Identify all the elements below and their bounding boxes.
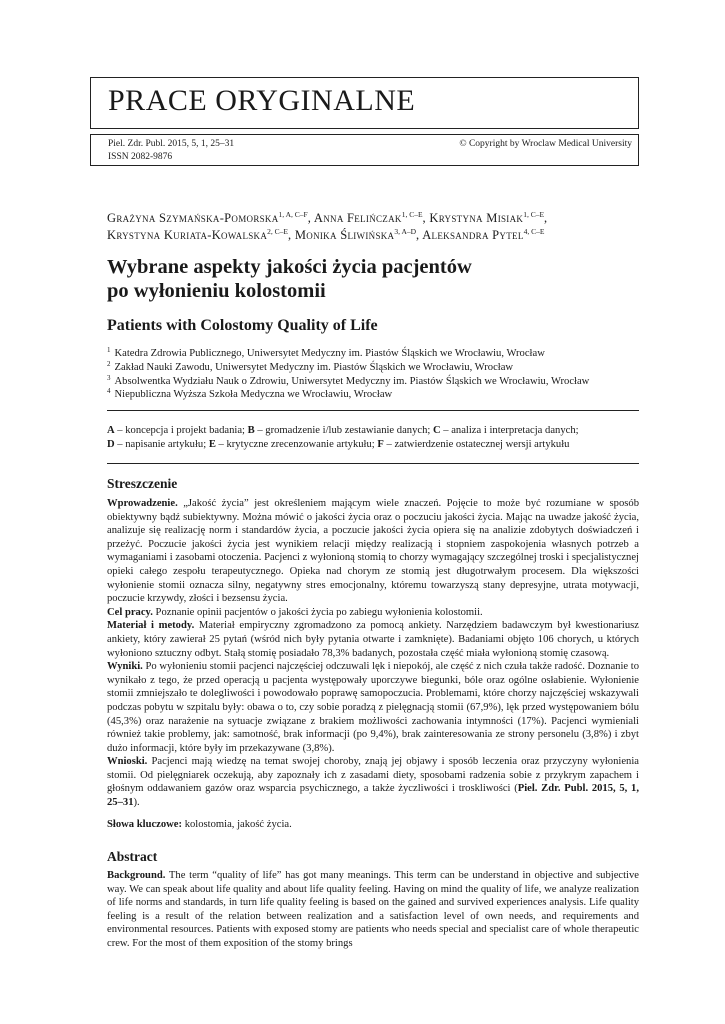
affiliation-item: $^2$ Zakład Nauki Zawodu, Uniwersytet Medyczny im. Piastów Śląskich we Wrocławiu, Wrocław bbox=[107, 359, 514, 373]
section-title: PRACE ORYGINALNE bbox=[108, 84, 416, 117]
paragraph-introduction: Wprowadzenie. „Jakość życia” jest określeniem mającym wiele znaczeń. Pojęcie to może być rozumiane w sposób obiektywny bądź subiektywny. Można mówić o jakości życia oraz o poczuciu jakości życia. Mając na uwadze jakość życia, analizuje się realizację norm i standardów życia, a poczucie jakości życia opiera się na analizie zdobytych doświadczeń i przeżyć. Poczucie jakości życia jest wynikiem relacji między realizacją i stopniem zaspokojenia własnych potrzeb a wymaganiami i zasobami otoczenia. Pacjenci z wyłonioną stomią to chorzy wymagający szczególnej troski i specjalistycznej opieki całego zespołu terapeutycznego. Opieka nad chorym ze stomią jest długotrwałym procesem. Dla większości wyłonienie stomii oznacza silny, negatywny stres emocjonalny, któremu towarzyszą stany depresyjne, utrata motywacji, poczucie krzywdy, złości i bezsensu życia. bbox=[107, 498, 639, 605]
article-title-polish: Wybrane aspekty jakości życia pacjentów po wyłonieniu kolostomii bbox=[107, 256, 472, 302]
paragraph-background: Background. The term “quality of life” has got many meanings. This term can be understand in objective and subjective way. We can speak about life quality and about life quality feeling. Having on mind the quality of life, we analyze realization of life norms and standards, in turn life quality feeling is based on the gained and survived experiences analysis. Life quality feeling is a result of the relation between realization and a satisfaction level of own needs, and requirements and environmental resources. Patients with exposed stomy are patients who needs special and specialist care of whole therapeutic crew. For the most of them exposition of the stomy brings bbox=[107, 870, 639, 949]
author: Grażyna Szymańska-Pomorska$^{1, A, C-F}$, bbox=[107, 210, 312, 225]
divider-bottom bbox=[107, 463, 639, 464]
author: Anna Felińczak$^{1, C-E}$, bbox=[313, 210, 426, 225]
affiliation-item: $^3$ Absolwentka Wydziału Nauk o Zdrowiu, Uniwersytet Medyczny im. Piastów Śląskich we Wrocławiu, Wrocław bbox=[107, 373, 590, 387]
journal-meta-box bbox=[90, 134, 639, 166]
paragraph-methods: Materiał i metody. Materiał empiryczny zgromadzono za pomocą ankiety. Narzędziem badawczym był kwestionariusz ankiety, który zawierał 25 pytań (wśród nich były pytania otwarte i zamknięte). Badaniami objęto 106 chorych, u których wyłoniono sztuczny odbyt. Stałą stomię posiadało 78,3% badanych, pozostała część miała wyłonioną stomię czasową. bbox=[107, 620, 639, 659]
paragraph-conclusions: Wnioski. Pacjenci mają wiedzę na temat swojej choroby, znają jej objawy i sposób leczenia oraz przyczyny wyłonienia stomii. Od pielęgniarek oczekują, aby zapoznały ich z zasadami diety, sposobami radzenia sobie z przykrym zapachem i głośnym oddawaniem gazów oraz wsparcia psychicznego, a także życzliwości i troskliwości (Piel. Zdr. Publ. 2015, 5, 1, 25–31). bbox=[107, 756, 639, 809]
affiliation-item: $^4$ Niepubliczna Wyższa Szkoła Medyczna we Wrocławiu, Wrocław bbox=[107, 387, 393, 401]
divider-top bbox=[107, 410, 639, 411]
author: Krystyna Misiak$^{1, C-E}$, bbox=[429, 210, 548, 225]
author: Monika Śliwińska$^{3, A-D}$, bbox=[294, 227, 420, 242]
abstract-body bbox=[107, 869, 639, 951]
streszczenie-body bbox=[107, 497, 639, 831]
keywords-line: Słowa kluczowe: kolostomia, jakość życia. bbox=[107, 818, 292, 830]
abstract-heading: Abstract bbox=[107, 849, 158, 864]
paragraph-results: Wyniki. Po wyłonieniu stomii pacjenci najczęściej odczuwali lęk i niepokój, ale część z nich czuła także radość. Doznanie to wynikało z tego, że przed operacją u pacjenta występowały uporczywe biegunki, bóle oraz ogólne osłabienie. Wyłonienie stomii zmniejszało te dolegliwości i powodowało poprawę samopoczucia. Problemami, które chorzy najczęściej wskazywali podczas pobytu w szpitalu były: obawa o to, czy sobie poradzą z pielęgnacją stomii (67,9%), lęk przed występowaniem bólu (45,3%) oraz narażenie na sytuacje związane z brakiem możliwości zachowania intymności (17%). Pacjenci wymieniali również takie problemy, jak: samotność, brak informacji (po 9,4%), brak zainteresowania ze strony personelu (3,8%) i zbyt dużo informacji, które były im przekazywane (3,8%). bbox=[107, 661, 639, 754]
section-header-box bbox=[90, 77, 639, 129]
streszczenie-heading: Streszczenie bbox=[107, 476, 178, 491]
author-contributions: A – koncepcja i projekt badania; B – gromadzenie i/lub zestawianie danych; C – analiza i interpretacja danych; D – napisanie artykułu; E – krytyczne zrecenzowanie artykułu; F – zatwierdzenie ostatecznej wersji artykułu bbox=[107, 425, 579, 450]
author: Krystyna Kuriata-Kowalska$^{2, C-E}$, bbox=[107, 227, 292, 242]
author: Aleksandra Pytel$^{4, C-E}$ bbox=[422, 227, 545, 242]
paragraph-aim: Cel pracy. Poznanie opinii pacjentów o jakości życia po zabiegu wyłonienia kolostomii. bbox=[107, 606, 483, 618]
journal-issn: ISSN 2082-9876 bbox=[108, 152, 173, 162]
author-list bbox=[107, 210, 637, 244]
affiliation-list bbox=[107, 347, 647, 402]
copyright-notice: © Copyright by Wroclaw Medical University bbox=[459, 139, 632, 149]
article-title-english: Patients with Colostomy Quality of Life bbox=[107, 317, 378, 334]
affiliation-item: $^1$ Katedra Zdrowia Publicznego, Uniwersytet Medyczny im. Piastów Śląskich we Wrocławiu, Wrocław bbox=[107, 346, 545, 359]
journal-citation: Piel. Zdr. Publ. 2015, 5, 1, 25–31 bbox=[108, 139, 235, 149]
